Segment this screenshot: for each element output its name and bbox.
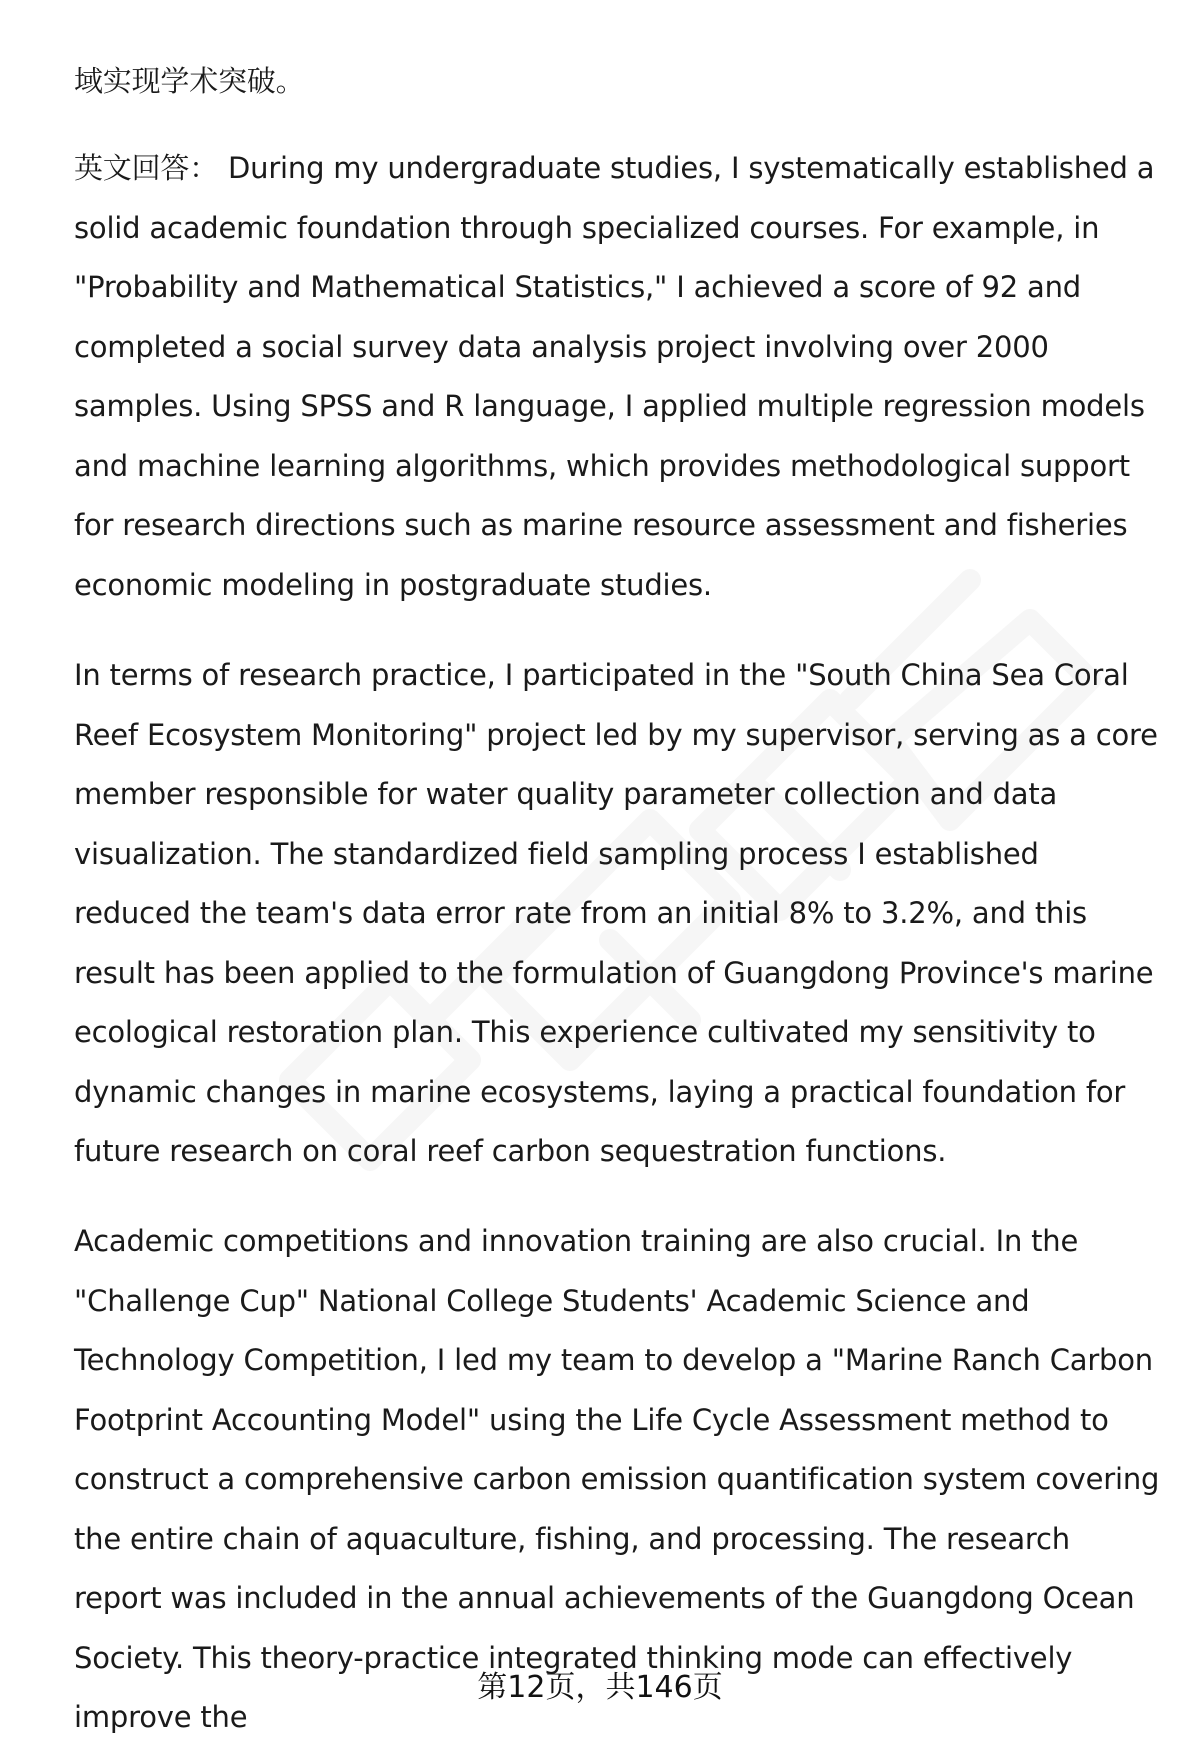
academic-competitions-paragraph: Academic competitions and innovation training are also crucial. In the "Challenge Cup" National College Students' Academic Science and Technology Competition, I led my team to develop a "Marine Ranch Carbon Footprint Accounting Model" using the Life Cycle Assessment method to construct a comprehensive carbon emission quantification system covering the entire chain of aquaculture, fishing, and processing. The research report was included in the annual achievements of the Guangdong Ocean Society. This theory-practice integrated thinking mode can effectively improve the [74,1224,1160,1734]
research-practice-paragraph: In terms of research practice, I participated in the "South China Sea Coral Reef Ecosystem Monitoring" project led by my supervisor, serving as a core member responsible for water quality parameter collection and data visualization. The standardized field sampling process I established reduced the team's data error rate from an initial 8% to 3.2%, and this result has been applied to the formulation of Guangdong Province's marine ecological restoration plan. This experience cultivated my sensitivity to dynamic changes in marine ecosystems, laying a practical foundation for future research on coral reef carbon sequestration functions. [74,658,1158,1168]
english-answer-paragraph [74,139,1164,615]
page-indicator: 第12页，共146页 [477,1670,723,1705]
english-answer-label: 英文回答： [74,151,219,185]
english-answer-text: During my undergraduate studies, I systematically established a solid academic foundation through specialized courses. For example, in "Probability and Mathematical Statistics," I achieved a score of 92 and completed a social survey data analysis project involving over 2000 samples. Using SPSS and R language, I applied multiple regression models and machine learning algorithms, which provides methodological support for research directions such as marine resource assessment and fisheries economic modeling in postgraduate studies. [74,151,1155,602]
continuation-text: 域实现学术突破。 [74,64,305,98]
